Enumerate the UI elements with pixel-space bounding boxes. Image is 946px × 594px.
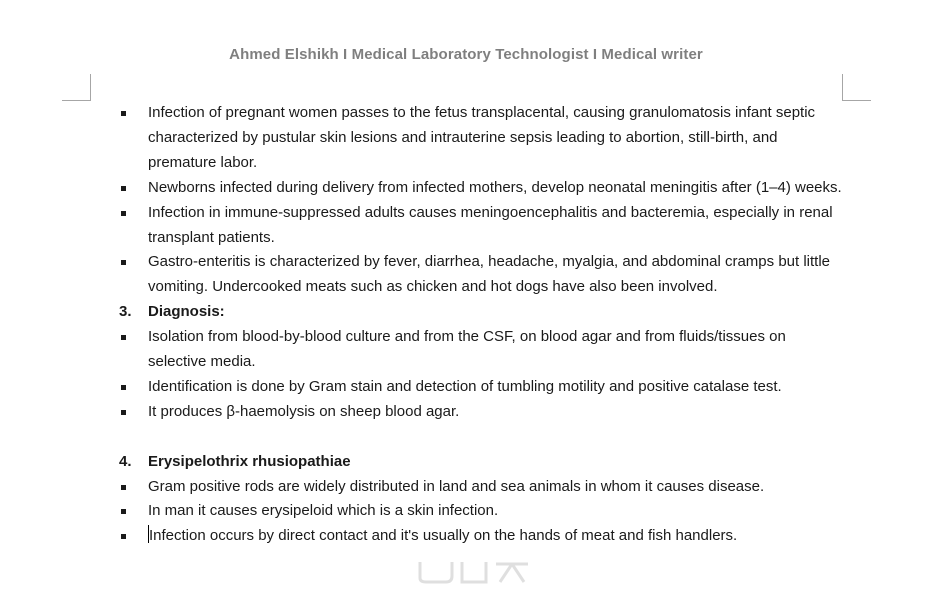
list-item <box>118 325 848 375</box>
list-item <box>118 101 848 176</box>
list-item <box>118 524 848 549</box>
list-item-text: Identification is done by Gram stain and detection of tumbling motility and positive catalase test. <box>148 377 782 395</box>
list-item-text: Gram positive rods are widely distributed in land and sea animals in whom it causes disease. <box>148 477 765 495</box>
list-item-text: Infection occurs by direct contact and it's usually on the hands of meat and fish handlers. <box>149 527 738 545</box>
section-heading-text: Diagnosis: <box>148 303 225 321</box>
section-heading-diagnosis <box>118 300 848 325</box>
document-body[interactable] <box>118 101 848 549</box>
list-item <box>118 201 848 251</box>
section-heading-text: Erysipelothrix rhusiopathiae <box>148 452 351 470</box>
section-number: 3. <box>119 303 132 321</box>
list-item-text: In man it causes erysipeloid which is a skin infection. <box>148 502 499 520</box>
crop-mark-right <box>842 74 871 101</box>
list-item-text: Isolation from blood-by-blood culture and from the CSF, on blood agar and from fluids/tissues on selective media. <box>148 328 786 371</box>
list-item-text: Newborns infected during delivery from infected mothers, develop neonatal meningitis after (1–4) weeks. <box>148 178 842 196</box>
list-item <box>118 176 848 201</box>
list-item <box>118 475 848 500</box>
list-item <box>118 250 848 300</box>
list-item-text: Infection in immune-suppressed adults causes meningoencephalitis and bacteremia, especially in renal transplant patients. <box>148 203 833 246</box>
crop-mark-left <box>62 74 91 101</box>
list-item-text: Infection of pregnant women passes to the fetus transplacental, causing granulomatosis infant septic characterized by pustular skin lesions and intrauterine sepsis leading to abortion, still-birth, and premature labor. <box>148 104 816 171</box>
page-header: Ahmed Elshikh I Medical Laboratory Technologist I Medical writer <box>229 46 703 63</box>
watermark-logo <box>416 558 532 584</box>
section-heading-erysipelothrix <box>118 450 848 475</box>
list-item <box>118 400 848 425</box>
blank-line <box>118 425 848 450</box>
section-number: 4. <box>119 452 132 470</box>
list-item-text: Gastro-enteritis is characterized by fever, diarrhea, headache, myalgia, and abdominal cramps but little vomiting. Undercooked meats such as chicken and hot dogs have also been involved. <box>148 253 831 296</box>
list-item <box>118 499 848 524</box>
list-item-text: It produces β-haemolysis on sheep blood agar. <box>148 402 460 420</box>
list-item <box>118 375 848 400</box>
